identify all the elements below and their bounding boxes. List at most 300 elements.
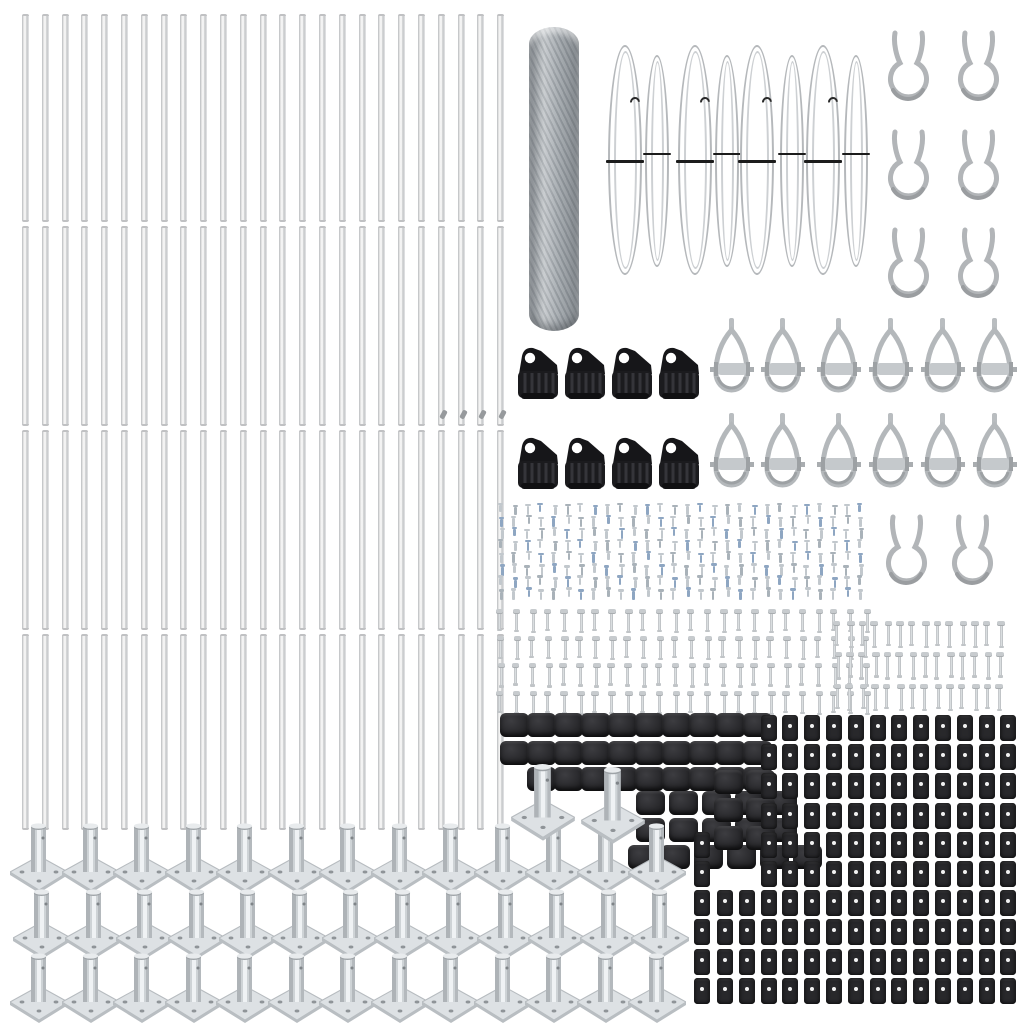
wire-tensioner [709, 413, 755, 501]
hook-ring-path [961, 230, 997, 294]
fence-post-segment [220, 634, 227, 830]
fence-post-segment [180, 226, 187, 426]
bolt [499, 639, 502, 658]
screw [818, 578, 821, 585]
mesh-clip [957, 803, 973, 829]
socket-tube-shade [601, 892, 605, 938]
socket-tube-shade [549, 892, 553, 938]
screw [753, 529, 756, 536]
mesh-clip [870, 978, 886, 1004]
screw [834, 507, 837, 515]
screw [686, 542, 689, 551]
screw [687, 590, 690, 597]
mesh-clip [935, 715, 951, 741]
base-plate-svg [268, 820, 326, 894]
hook-ring-path [891, 132, 927, 196]
plate-hole [297, 946, 302, 949]
socket-tube-highlight [607, 892, 611, 938]
base-plate [580, 886, 638, 960]
bolt [675, 694, 678, 714]
tension-wire-coil [608, 45, 642, 275]
wire-tensioner [920, 413, 966, 501]
mesh-clip [870, 832, 886, 858]
base-plate-svg [371, 950, 429, 1024]
socket-tube-hole [405, 903, 408, 906]
cap-base-rim [568, 483, 602, 489]
screw [779, 519, 782, 527]
socket-tube-highlight [243, 826, 247, 872]
tension-wire-coil [780, 55, 804, 267]
mesh-clip [979, 919, 995, 945]
mesh-clip [913, 773, 929, 799]
mesh-clip [782, 890, 798, 916]
socket-tube-shade [249, 826, 252, 872]
fence-post-segment [81, 634, 88, 830]
mesh-clip [913, 803, 929, 829]
screw [619, 505, 622, 512]
socket-tube-shade [86, 892, 90, 938]
tension-wire-tie-band [713, 153, 741, 156]
square-post-cap [581, 741, 610, 765]
square-post-cap [635, 713, 664, 737]
base-plate-svg [271, 886, 329, 960]
fence-post-segment [121, 634, 128, 830]
socket-tube-shade [510, 892, 513, 938]
mesh-clip [848, 919, 864, 945]
screw [860, 530, 863, 539]
bolt [752, 667, 755, 685]
tensioner-spool-end [765, 362, 769, 376]
hook-ring-path [961, 33, 997, 97]
tensioner-spool-end [746, 457, 750, 471]
bolt [721, 639, 724, 657]
fence-post-segment [359, 14, 366, 222]
screw [726, 542, 729, 551]
mesh-clip [804, 890, 820, 916]
bolt [580, 612, 583, 632]
base-plate [62, 950, 120, 1024]
base-plate [422, 820, 480, 894]
socket-tube-shade [507, 826, 510, 872]
cap-lug-path [566, 438, 605, 464]
screw [834, 580, 837, 588]
fence-post-segment [101, 14, 108, 222]
socket-tube-shade [661, 956, 664, 1002]
bolt [900, 687, 903, 710]
fence-post-segment [42, 14, 49, 222]
bolt [641, 694, 644, 712]
socket-tube-hole [196, 837, 199, 840]
socket-tube-highlight [89, 826, 93, 872]
screw [580, 519, 583, 527]
plate-hole [191, 1010, 196, 1013]
screw [661, 530, 664, 539]
mesh-clip [891, 803, 907, 829]
bolt [658, 694, 661, 713]
mesh-clip [694, 861, 710, 887]
socket-tube-highlight [555, 892, 559, 938]
mesh-clip [979, 715, 995, 741]
screw [792, 591, 795, 600]
fence-post-segment [62, 634, 69, 830]
base-plate-svg [165, 820, 223, 894]
screw [592, 591, 595, 600]
socket-tube-shade [189, 892, 193, 938]
mesh-clip [694, 832, 710, 858]
screw [645, 531, 648, 539]
fence-post-segment [319, 226, 326, 426]
bolt [925, 624, 928, 647]
plate-hole [140, 880, 145, 883]
mesh-clip [826, 890, 842, 916]
mesh-clip [804, 978, 820, 1004]
socket-tube-mouth [82, 823, 97, 828]
round-hook [954, 28, 1002, 112]
screw [633, 529, 636, 536]
socket-tube-mouth [237, 823, 252, 828]
bolt [643, 667, 646, 687]
screw [554, 580, 557, 588]
socket-tube-shade [83, 826, 87, 872]
screw [712, 518, 715, 527]
plate-hole [20, 871, 25, 874]
screw [834, 543, 837, 551]
wire-tensioner-svg [760, 413, 806, 501]
plate-hole [569, 1001, 574, 1004]
socket-tube-shade [237, 826, 241, 872]
screw [794, 580, 797, 588]
base-plate-svg [580, 886, 638, 960]
mesh-clip [826, 832, 842, 858]
screw [686, 506, 689, 515]
socket-tube-shade [301, 956, 304, 1002]
plate-hole [466, 1001, 471, 1004]
socket-tube-shade [198, 956, 201, 1002]
plate-hole [363, 871, 368, 874]
screw [727, 553, 730, 560]
socket-tube-shade [31, 826, 35, 872]
plate-hole [569, 871, 574, 874]
round-hook-svg [884, 225, 932, 309]
screw [647, 590, 650, 597]
socket-tube-mouth [391, 953, 406, 958]
plate-hole [500, 1010, 505, 1013]
square-post-cap [714, 826, 743, 850]
socket-tube-shade [534, 767, 538, 818]
cap-base-rim [662, 393, 696, 399]
socket-tube-shade [340, 956, 344, 1002]
fence-post-segment [81, 14, 88, 222]
tension-wire-coil [645, 55, 669, 267]
cap-lug-path [613, 348, 652, 374]
round-hook [954, 127, 1002, 211]
fence-post-segment [299, 430, 306, 630]
fence-post-segment [180, 634, 187, 830]
bolt [899, 624, 902, 647]
screw [858, 541, 861, 548]
fence-post-segment [220, 14, 227, 222]
tensioner-spool [929, 458, 957, 470]
screw [500, 519, 503, 527]
base-plate [271, 886, 329, 960]
screw [700, 592, 703, 600]
bolt [999, 656, 1002, 677]
mesh-clip [848, 803, 864, 829]
screw [660, 592, 663, 600]
screw [674, 580, 677, 588]
mesh-clip [957, 773, 973, 799]
bolt [898, 656, 901, 677]
plate-hole [603, 1010, 608, 1013]
screw [592, 518, 595, 527]
screw [539, 541, 542, 548]
mesh-clip [826, 803, 842, 829]
round-hook-svg [954, 225, 1002, 309]
plate-hole [108, 937, 113, 940]
socket-tube-mouth [546, 953, 561, 958]
base-plate [13, 886, 71, 960]
screw [754, 580, 757, 588]
fence-post-segment [101, 430, 108, 630]
base-plate [268, 950, 326, 1024]
screw [660, 555, 663, 563]
screw [700, 555, 703, 563]
plate-hole [37, 880, 42, 883]
cap-lug-path [519, 348, 558, 374]
fence-post-segment [101, 634, 108, 830]
eyelet-post-cap [561, 434, 607, 492]
bolt [911, 687, 914, 708]
plate-hole [517, 871, 522, 874]
wire-tensioner [709, 318, 755, 406]
screw [646, 506, 649, 515]
screw [807, 553, 810, 560]
fence-post-segment [240, 14, 247, 222]
mesh-clip [804, 715, 820, 741]
plate-hole [483, 871, 488, 874]
base-plate-svg [219, 886, 277, 960]
plate-hole [466, 871, 471, 874]
bolt [987, 656, 990, 679]
socket-tube-shade [34, 892, 38, 938]
base-plate [165, 950, 223, 1024]
screw [632, 518, 635, 527]
socket-tube-shade [201, 892, 204, 938]
fence-post-segment [477, 14, 484, 222]
screw [527, 506, 530, 515]
bolt [532, 612, 535, 632]
plate-hole [655, 1010, 660, 1013]
fence-post-segment [438, 226, 445, 426]
screw [738, 505, 741, 512]
screw [619, 578, 622, 585]
screw [540, 555, 543, 563]
mesh-clip [804, 744, 820, 770]
round-hook [884, 127, 932, 211]
mesh-clip [935, 832, 951, 858]
mesh-clip [848, 744, 864, 770]
mesh-clip [891, 949, 907, 975]
screw [620, 519, 623, 527]
plate-hole [592, 819, 597, 822]
bolt [642, 639, 645, 658]
fence-post-segment [240, 430, 247, 630]
socket-tube-highlight [295, 826, 299, 872]
socket-tube-shade [649, 956, 653, 1002]
socket-tube-shade [498, 892, 502, 938]
bolt [594, 639, 597, 658]
bolt [532, 694, 535, 714]
eyelet-post-cap-svg [514, 434, 560, 492]
screw [553, 566, 556, 573]
base-plate-svg [10, 950, 68, 1024]
base-plate-svg [528, 886, 586, 960]
screw [713, 529, 716, 536]
screw [752, 591, 755, 600]
round-hook-svg [884, 28, 932, 112]
bolt [785, 639, 788, 658]
plate-hole [157, 871, 162, 874]
wire-mesh-roll [529, 27, 579, 331]
base-plate-svg [474, 950, 532, 1024]
mesh-clip [848, 715, 864, 741]
bolt [707, 639, 710, 659]
bolt [737, 612, 740, 630]
plate-hole [417, 937, 422, 940]
mesh-clip [979, 773, 995, 799]
wire-tensioner [760, 413, 806, 501]
socket-tube-shade [146, 826, 149, 872]
plate-hole [37, 1010, 42, 1013]
base-plate-standing-svg [581, 763, 645, 844]
screw [845, 531, 848, 539]
tension-wire-coil-inner [850, 61, 863, 261]
socket-tube-mouth [649, 823, 664, 828]
socket-tube-shade [446, 892, 450, 938]
mesh-clip [913, 832, 929, 858]
plate-hole [486, 937, 491, 940]
bolt [722, 667, 725, 686]
base-plate-svg [113, 950, 171, 1024]
screw [647, 517, 650, 524]
bolt [562, 667, 565, 685]
plate-hole [123, 1001, 128, 1004]
plate-hole [623, 937, 628, 940]
plate-hole [672, 871, 677, 874]
eyelet-post-cap-svg [514, 344, 560, 402]
base-plate [216, 950, 274, 1024]
socket-tube-shade [95, 826, 98, 872]
base-plate-svg [319, 820, 377, 894]
round-hook [954, 225, 1002, 309]
mesh-clip [717, 890, 733, 916]
screw [567, 506, 570, 515]
fence-post-segment [458, 226, 465, 426]
bolt [690, 639, 693, 658]
socket-tube-mouth [185, 823, 200, 828]
mesh-clip [957, 890, 973, 916]
fence-post-segment [22, 14, 29, 222]
screw [660, 519, 663, 527]
base-plate [528, 886, 586, 960]
bolt [910, 624, 913, 645]
tensioner-spool-end [714, 362, 718, 376]
tensioner-spool-end [957, 457, 961, 471]
screw [738, 541, 741, 548]
screw [528, 553, 531, 560]
base-plate-svg [168, 886, 226, 960]
base-plate-svg [65, 886, 123, 960]
screw [739, 519, 742, 527]
screw [714, 543, 717, 551]
round-hook [884, 28, 932, 112]
screw [846, 542, 849, 551]
plate-hole [294, 1010, 299, 1013]
base-plate [322, 886, 380, 960]
bolt [516, 639, 519, 659]
fence-post-segment [418, 430, 425, 630]
plate-hole [500, 880, 505, 883]
fence-post-segment [438, 430, 445, 630]
plate-hole [105, 1001, 110, 1004]
wire-tensioner-svg [760, 318, 806, 406]
plate-hole [40, 946, 45, 949]
screw [659, 541, 662, 548]
base-plate [168, 886, 226, 960]
screw [620, 592, 623, 600]
hook-ring-path [891, 230, 927, 294]
round-hook-svg [884, 127, 932, 211]
base-plate [219, 886, 277, 960]
plate-hole [572, 937, 577, 940]
base-plate-svg [216, 820, 274, 894]
socket-tube-shade [455, 826, 458, 872]
mesh-clip [870, 803, 886, 829]
bolt [659, 639, 662, 659]
socket-tube-hole [148, 903, 151, 906]
screw [540, 592, 543, 600]
plate-hole [535, 871, 540, 874]
fence-post-segment [260, 430, 267, 630]
socket-tube-shade [98, 892, 101, 938]
plate-hole [414, 1001, 419, 1004]
bolt [689, 612, 692, 630]
bolt [784, 694, 787, 712]
bolt [848, 687, 851, 710]
fence-post-segment [161, 634, 168, 830]
screw [580, 592, 583, 600]
tension-wire-coil-inner [651, 61, 664, 261]
mesh-clip [804, 861, 820, 887]
tensioner-spool-end [821, 457, 825, 471]
socket-tube-highlight [452, 892, 456, 938]
screw [500, 555, 503, 563]
socket-tube-shade [604, 770, 608, 821]
mesh-clip [782, 949, 798, 975]
bolt [706, 694, 709, 713]
mesh-clip [913, 861, 929, 887]
plate-hole [263, 937, 268, 940]
mesh-clip [717, 949, 733, 975]
fence-post-segment [260, 14, 267, 222]
cap-base-rim [521, 393, 555, 399]
plate-hole [603, 880, 608, 883]
socket-tube-shade [198, 826, 201, 872]
screw [606, 542, 609, 551]
fence-post-segment [319, 430, 326, 630]
tensioner-spool-end [905, 362, 909, 376]
plate-hole [522, 816, 527, 819]
